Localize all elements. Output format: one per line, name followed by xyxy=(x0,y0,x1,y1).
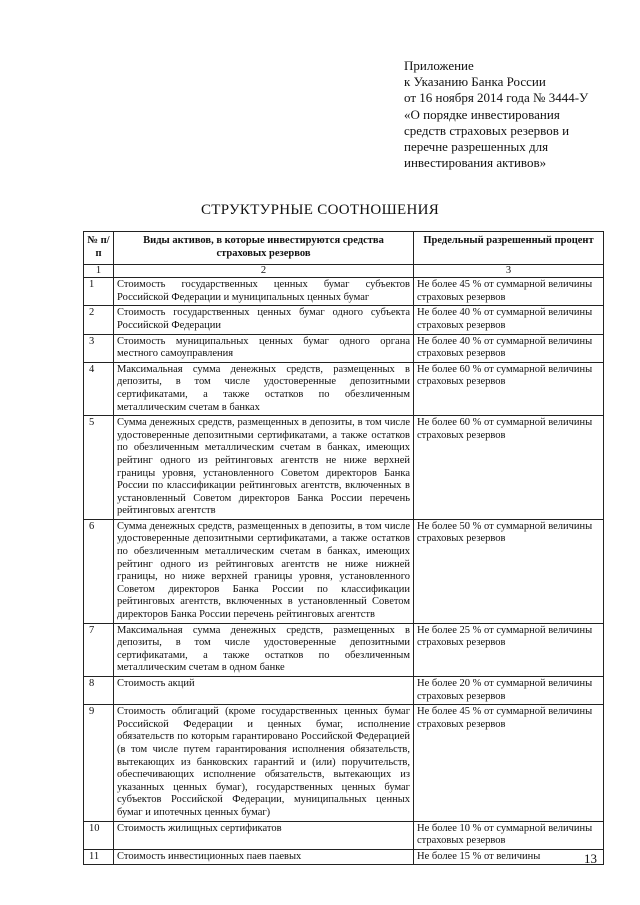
row-number: 8 xyxy=(84,677,114,705)
annex-line: «О порядке инвестирования xyxy=(404,106,560,122)
row-asset: Сумма денежных средств, размещенных в депозиты, в том числе удостоверенные депозитными сертификатами, а также остатков по обезличенным металлическим счетам в банках, имеющих рейтинг одного из рейтинговых агентств не ниже верхней границы уровня, установленного Советом директоров Банка России по классификации рейтинговых агентств, включенных в установленный Советом директоров Банка России перечень рейтинговых агентств xyxy=(114,416,414,520)
table-row xyxy=(84,416,604,520)
table-row xyxy=(84,306,604,334)
row-number: 5 xyxy=(84,416,114,520)
row-number: 9 xyxy=(84,705,114,821)
page-title: СТРУКТУРНЫЕ СООТНОШЕНИЯ xyxy=(200,202,440,218)
table-row xyxy=(84,849,604,865)
row-number: 7 xyxy=(84,623,114,676)
row-limit: Не более 15 % от величины xyxy=(414,849,604,865)
row-limit: Не более 25 % от суммарной величины страховых резервов xyxy=(414,623,604,676)
row-limit: Не более 20 % от суммарной величины страховых резервов xyxy=(414,677,604,705)
row-limit: Не более 45 % от суммарной величины страховых резервов xyxy=(414,705,604,821)
row-asset: Стоимость муниципальных ценных бумаг одного органа местного самоуправления xyxy=(114,334,414,362)
row-number: 10 xyxy=(84,821,114,849)
row-asset: Стоимость жилищных сертификатов xyxy=(114,821,414,849)
annex-reference xyxy=(404,58,634,171)
header-num: № п/п xyxy=(84,232,114,265)
annex-line: перечне разрешенных для xyxy=(404,139,549,155)
row-asset: Максимальная сумма денежных средств, размещенных в депозиты, в том числе удостоверенные депозитными сертификатами, а также остатков по обезличенным металлическим счетам в банках xyxy=(114,362,414,415)
column-number: 1 xyxy=(84,265,114,278)
page-number: 13 xyxy=(584,851,597,866)
column-numbers-row xyxy=(84,265,604,278)
table-row xyxy=(84,334,604,362)
row-number: 6 xyxy=(84,519,114,623)
table-row xyxy=(84,362,604,415)
table-row xyxy=(84,623,604,676)
annex-line: от 16 ноября 2014 года № 3444-У xyxy=(404,90,589,106)
table-row xyxy=(84,821,604,849)
row-asset: Максимальная сумма денежных средств, размещенных в депозиты, в том числе удостоверенные депозитными сертификатами, а также остатков по обезличенным металлическим счетам в одном банке xyxy=(114,623,414,676)
row-asset: Стоимость облигаций (кроме государственных ценных бумаг Российской Федерации и ценных бумаг, исполнение обязательств по которым гарантировано Российской Федерацией (в том числе путем гарантирования исполнения обязательств, вытекающих из банковских гарантий и (или) поручительств, обеспечивающих исполнение обязательств, вытекающих из указанных ценных бумаг), государственных ценных бумаг субъектов Российской Федерации, муниципальных ценных бумаг и ипотечных ценных бумаг) xyxy=(114,705,414,821)
row-limit: Не более 50 % от суммарной величины страховых резервов xyxy=(414,519,604,623)
annex-line: Приложение xyxy=(404,58,474,73)
row-number: 4 xyxy=(84,362,114,415)
column-number: 2 xyxy=(114,265,414,278)
row-limit: Не более 40 % от суммарной величины страховых резервов xyxy=(414,306,604,334)
header-asset-type: Виды активов, в которые инвестируются средства страховых резервов xyxy=(114,232,414,265)
row-number: 1 xyxy=(84,278,114,306)
row-asset: Стоимость государственных ценных бумаг одного субъекта Российской Федерации xyxy=(114,306,414,334)
row-limit: Не более 40 % от суммарной величины страховых резервов xyxy=(414,334,604,362)
structural-ratios-table xyxy=(83,231,604,865)
column-number: 3 xyxy=(414,265,604,278)
row-limit: Не более 60 % от суммарной величины страховых резервов xyxy=(414,362,604,415)
row-limit: Не более 60 % от суммарной величины страховых резервов xyxy=(414,416,604,520)
annex-line: инвестирования активов» xyxy=(404,155,547,171)
row-asset: Стоимость инвестиционных паев паевых xyxy=(114,849,414,865)
row-limit: Не более 45 % от суммарной величины страховых резервов xyxy=(414,278,604,306)
table-header-row xyxy=(84,232,604,265)
table-row xyxy=(84,278,604,306)
annex-line: к Указанию Банка России xyxy=(404,74,546,90)
table-row xyxy=(84,677,604,705)
table-row xyxy=(84,705,604,821)
row-limit: Не более 10 % от суммарной величины страховых резервов xyxy=(414,821,604,849)
annex-line: средств страховых резервов и xyxy=(404,122,570,138)
row-number: 2 xyxy=(84,306,114,334)
row-asset: Сумма денежных средств, размещенных в депозиты, в том числе удостоверенные депозитными сертификатами, а также остатков по обезличенным металлическим счетам в банках, имеющих рейтинг одного из рейтинговых агентств не ниже нижней границы, но ниже верхней границы уровня, установленного Советом директоров Банка России по классификации рейтинговых агентств, включенных в установленный Советом директоров Банка России перечень рейтинговых агентств xyxy=(114,519,414,623)
row-number: 3 xyxy=(84,334,114,362)
header-limit: Предельный разрешенный процент xyxy=(414,232,604,265)
row-asset: Стоимость акций xyxy=(114,677,414,705)
table-row xyxy=(84,519,604,623)
row-asset: Стоимость государственных ценных бумаг субъектов Российской Федерации и муниципальных ценных бумаг xyxy=(114,278,414,306)
row-number: 11 xyxy=(84,849,114,865)
